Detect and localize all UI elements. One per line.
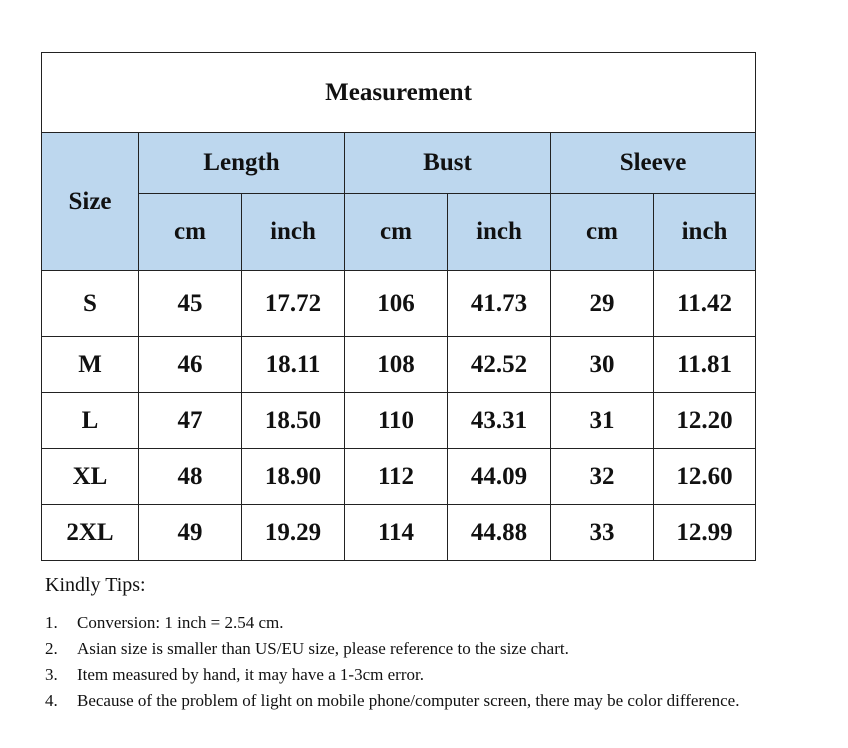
- table-cell: 114: [345, 505, 448, 561]
- group-header-length: Length: [139, 133, 345, 194]
- tip-text: Conversion: 1 inch = 2.54 cm.: [77, 613, 284, 632]
- tip-item: [45, 662, 805, 688]
- table-cell: 108: [345, 337, 448, 393]
- table-cell: 31: [551, 393, 654, 449]
- unit-header: cm: [551, 194, 654, 271]
- size-label: S: [42, 271, 139, 337]
- table-cell: 112: [345, 449, 448, 505]
- table-cell: 12.60: [654, 449, 756, 505]
- table-cell: 106: [345, 271, 448, 337]
- table-cell: 110: [345, 393, 448, 449]
- table-row: [42, 337, 756, 393]
- unit-header: inch: [448, 194, 551, 271]
- table-row: [42, 449, 756, 505]
- table-cell: 18.50: [242, 393, 345, 449]
- table-cell: 45: [139, 271, 242, 337]
- tips-list: [45, 610, 805, 714]
- tip-item: [45, 688, 805, 714]
- tip-number: 3.: [45, 665, 58, 684]
- table-cell: 18.11: [242, 337, 345, 393]
- tip-item: [45, 610, 805, 636]
- table-cell: 30: [551, 337, 654, 393]
- tip-item: [45, 636, 805, 662]
- table-cell: 12.99: [654, 505, 756, 561]
- table-cell: 41.73: [448, 271, 551, 337]
- table-cell: 33: [551, 505, 654, 561]
- unit-header: cm: [345, 194, 448, 271]
- tip-number: 4.: [45, 691, 58, 710]
- tip-text: Because of the problem of light on mobile phone/computer screen, there may be color difference.: [77, 691, 740, 710]
- table-cell: 18.90: [242, 449, 345, 505]
- table-cell: 17.72: [242, 271, 345, 337]
- unit-header: inch: [242, 194, 345, 271]
- table-cell: 43.31: [448, 393, 551, 449]
- table-cell: 12.20: [654, 393, 756, 449]
- tip-text: Item measured by hand, it may have a 1-3cm error.: [77, 665, 424, 684]
- table-cell: 46: [139, 337, 242, 393]
- table-cell: 42.52: [448, 337, 551, 393]
- size-header: Size: [42, 133, 139, 271]
- unit-header: inch: [654, 194, 756, 271]
- size-label: 2XL: [42, 505, 139, 561]
- table-cell: 29: [551, 271, 654, 337]
- table-row: [42, 505, 756, 561]
- size-chart-table: [41, 52, 756, 561]
- table-cell: 44.09: [448, 449, 551, 505]
- table-cell: 49: [139, 505, 242, 561]
- unit-header: cm: [139, 194, 242, 271]
- group-header-sleeve: Sleeve: [551, 133, 756, 194]
- size-label: XL: [42, 449, 139, 505]
- table-cell: 44.88: [448, 505, 551, 561]
- kindly-tips: [45, 572, 805, 714]
- table-title: Measurement: [42, 53, 756, 133]
- table-cell: 11.81: [654, 337, 756, 393]
- table-cell: 32: [551, 449, 654, 505]
- table-row: [42, 271, 756, 337]
- table-cell: 47: [139, 393, 242, 449]
- group-header-bust: Bust: [345, 133, 551, 194]
- table-cell: 19.29: [242, 505, 345, 561]
- tips-title: Kindly Tips:: [45, 574, 146, 596]
- tip-number: 2.: [45, 639, 58, 658]
- table-cell: 48: [139, 449, 242, 505]
- tip-number: 1.: [45, 613, 58, 632]
- tip-text: Asian size is smaller than US/EU size, please reference to the size chart.: [77, 639, 569, 658]
- size-label: M: [42, 337, 139, 393]
- size-label: L: [42, 393, 139, 449]
- table-cell: 11.42: [654, 271, 756, 337]
- table-row: [42, 393, 756, 449]
